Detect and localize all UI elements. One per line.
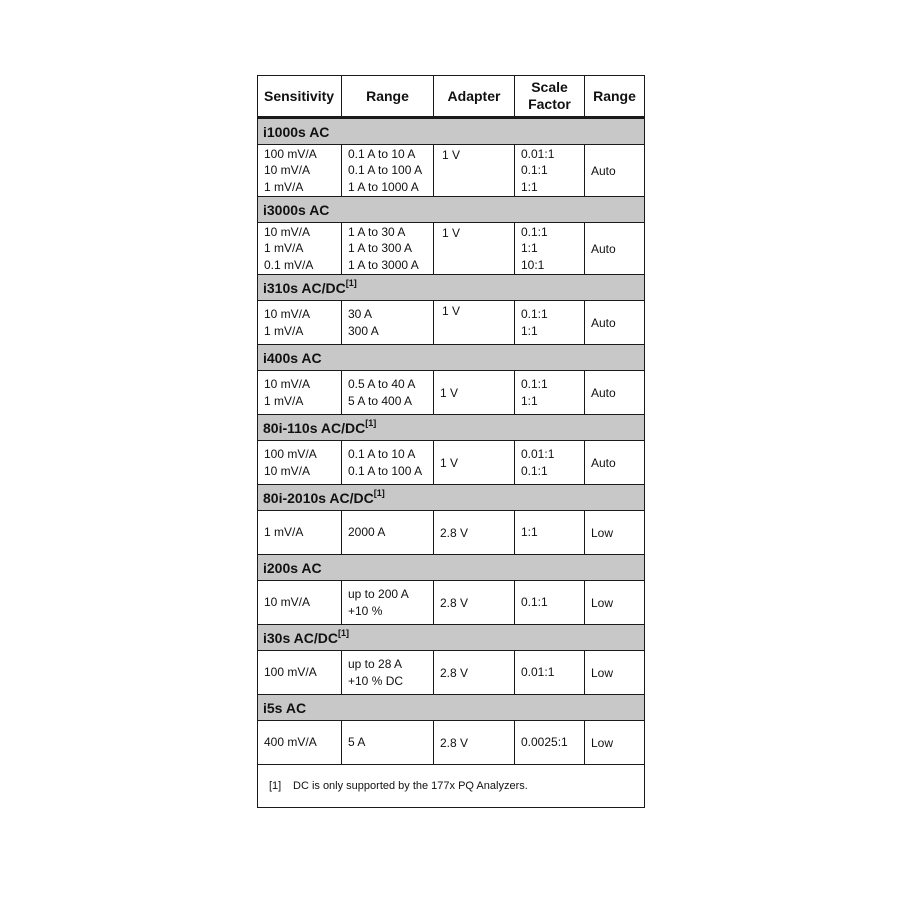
group-title-cell [258, 415, 645, 441]
group-header-row [258, 485, 645, 511]
group-title-cell [258, 275, 645, 301]
data-row [258, 511, 645, 555]
group-title-cell [258, 345, 645, 371]
scale-factor-value: 0.01:1 [521, 447, 555, 461]
footnote-text: DC is only supported by the 177x PQ Analyzers. [293, 780, 528, 792]
range-cell [342, 223, 434, 275]
adapter-cell [434, 441, 515, 485]
sensitivity-value: 1 mV/A [264, 393, 304, 408]
auto-range-value: Auto [591, 455, 616, 470]
range-value: 30 A [348, 307, 373, 321]
sensitivity-value: 400 mV/A [264, 735, 317, 750]
auto-range-cell [585, 511, 645, 555]
group-header-row [258, 275, 645, 301]
scale-factor-value: 1:1 [521, 525, 538, 540]
footnote-ref: [1] [345, 277, 357, 288]
group-header-row [258, 118, 645, 145]
sensitivity-value: 10 mV/A [264, 163, 311, 178]
group-title: 80i-110s AC/DC [263, 419, 366, 436]
sensitivity-value: 10 mV/A [264, 224, 311, 239]
sensitivity-value: 10 mV/A [264, 595, 311, 610]
group-title-cell [258, 555, 645, 581]
scale-factor-cell [515, 441, 585, 485]
scale-factor-value: 1:1 [521, 179, 538, 194]
sensitivity-value: 1 mV/A [264, 179, 304, 194]
data-row [258, 441, 645, 485]
scale-factor-cell [515, 145, 585, 197]
adapter-value: 1 V [442, 226, 461, 240]
adapter-cell [434, 721, 515, 765]
header-sensitivity: Sensitivity [258, 76, 342, 118]
sensitivity-cell [258, 371, 342, 415]
adapter-cell [434, 301, 515, 345]
footnote-marker: [1] [269, 780, 282, 792]
group-header-row [258, 625, 645, 651]
scale-factor-value: 1:1 [521, 241, 538, 256]
sensitivity-value: 100 mV/A [264, 447, 317, 461]
data-row [258, 301, 645, 345]
auto-range-cell [585, 301, 645, 345]
adapter-value: 1 V [442, 148, 461, 162]
header-range: Range [342, 76, 434, 118]
footnote-ref: [1] [337, 627, 349, 638]
range-value: 300 A [348, 323, 379, 338]
auto-range-cell [585, 371, 645, 415]
footnote-cell [258, 765, 645, 808]
adapter-value: 2.8 V [440, 595, 469, 610]
range-cell [342, 371, 434, 415]
sensitivity-value: 0.1 mV/A [264, 257, 314, 272]
auto-range-cell [585, 651, 645, 695]
group-title: i3000s AC [263, 201, 330, 218]
range-value: 1 A to 3000 A [348, 257, 419, 272]
auto-range-value: Auto [591, 241, 616, 256]
data-row [258, 145, 645, 197]
range-value: 2000 A [348, 525, 386, 540]
header-auto-range: Range [585, 76, 645, 118]
range-cell [342, 651, 434, 695]
group-title: i5s AC [263, 699, 307, 716]
adapter-value: 2.8 V [440, 735, 469, 750]
data-row [258, 651, 645, 695]
group-title: i200s AC [263, 559, 322, 576]
adapter-cell [434, 651, 515, 695]
range-value: +10 % DC [348, 673, 404, 688]
adapter-value: 1 V [440, 385, 459, 400]
range-cell [342, 441, 434, 485]
footnote-ref: [1] [373, 487, 385, 498]
sensitivity-value: 10 mV/A [264, 463, 311, 478]
group-title: i310s AC/DC [263, 279, 346, 296]
group-header-row [258, 415, 645, 441]
sensitivity-cell [258, 301, 342, 345]
group-header-row [258, 555, 645, 581]
adapter-value: 1 V [442, 304, 461, 318]
group-title-cell [258, 695, 645, 721]
sensitivity-value: 10 mV/A [264, 377, 311, 391]
auto-range-value: Auto [591, 163, 616, 178]
group-title-cell [258, 625, 645, 651]
auto-range-cell [585, 581, 645, 625]
sensitivity-value: 1 mV/A [264, 323, 304, 338]
range-value: 0.5 A to 40 A [348, 377, 416, 391]
adapter-cell [434, 223, 515, 275]
scale-factor-value: 0.0025:1 [521, 735, 568, 750]
scale-factor-cell [515, 511, 585, 555]
group-title: i1000s AC [263, 123, 330, 140]
range-cell [342, 145, 434, 197]
adapter-value: 2.8 V [440, 525, 469, 540]
adapter-cell [434, 371, 515, 415]
sensitivity-cell [258, 145, 342, 197]
scale-factor-value: 0.01:1 [521, 665, 555, 680]
footnote-row [258, 765, 645, 808]
auto-range-value: Low [591, 595, 614, 610]
adapter-value: 2.8 V [440, 665, 469, 680]
scale-factor-value: 1:1 [521, 323, 538, 338]
scale-factor-value: 1:1 [521, 393, 538, 408]
sensitivity-cell [258, 511, 342, 555]
sensitivity-cell [258, 651, 342, 695]
scale-factor-value: 0.01:1 [521, 146, 555, 161]
data-row [258, 581, 645, 625]
group-header-row [258, 197, 645, 223]
sensitivity-value: 10 mV/A [264, 307, 311, 321]
data-row [258, 371, 645, 415]
scale-factor-cell [515, 371, 585, 415]
sensitivity-value: 100 mV/A [264, 146, 317, 161]
sensitivity-cell [258, 223, 342, 275]
scale-factor-value: 0.1:1 [521, 224, 548, 239]
sensitivity-cell [258, 441, 342, 485]
header-scale-factor-text: Scale Factor [528, 79, 571, 112]
auto-range-cell [585, 145, 645, 197]
auto-range-value: Low [591, 735, 614, 750]
range-value: 5 A [348, 735, 366, 750]
auto-range-cell [585, 441, 645, 485]
scale-factor-cell [515, 721, 585, 765]
range-cell [342, 581, 434, 625]
scale-factor-value: 0.1:1 [521, 463, 548, 478]
sensitivity-cell [258, 721, 342, 765]
range-value: 0.1 A to 10 A [348, 146, 416, 161]
scale-factor-cell [515, 223, 585, 275]
sensitivity-value: 1 mV/A [264, 525, 304, 540]
sensitivity-value: 1 mV/A [264, 241, 304, 256]
scale-factor-value: 0.1:1 [521, 595, 548, 610]
auto-range-cell [585, 721, 645, 765]
group-title-cell [258, 485, 645, 511]
adapter-value: 1 V [440, 455, 459, 470]
footnote-ref: [1] [365, 417, 377, 428]
adapter-cell [434, 145, 515, 197]
range-value: +10 % [348, 603, 383, 618]
group-title-cell [258, 118, 645, 145]
group-title: i30s AC/DC [263, 629, 338, 646]
auto-range-value: Auto [591, 315, 616, 330]
range-value: 0.1 A to 100 A [348, 163, 423, 178]
auto-range-value: Auto [591, 385, 616, 400]
group-title: i400s AC [263, 349, 322, 366]
scale-factor-value: 0.1:1 [521, 307, 548, 321]
header-adapter: Adapter [434, 76, 515, 118]
header-row [258, 76, 645, 118]
auto-range-value: Low [591, 665, 614, 680]
range-value: 5 A to 400 A [348, 393, 413, 408]
range-value: up to 200 A [348, 587, 409, 601]
scale-factor-value: 0.1:1 [521, 377, 548, 391]
header-scale-factor [515, 76, 585, 118]
range-cell [342, 511, 434, 555]
range-value: up to 28 A [348, 657, 403, 671]
group-title-cell [258, 197, 645, 223]
data-row [258, 223, 645, 275]
sensitivity-value: 100 mV/A [264, 665, 317, 680]
group-header-row [258, 345, 645, 371]
scale-factor-cell [515, 651, 585, 695]
probe-spec-table [257, 75, 645, 808]
auto-range-cell [585, 223, 645, 275]
range-cell [342, 721, 434, 765]
range-value: 0.1 A to 10 A [348, 447, 416, 461]
range-value: 1 A to 1000 A [348, 179, 419, 194]
range-value: 1 A to 300 A [348, 241, 413, 256]
group-title: 80i-2010s AC/DC [263, 489, 374, 506]
scale-factor-value: 0.1:1 [521, 163, 548, 178]
range-value: 0.1 A to 100 A [348, 463, 423, 478]
range-value: 1 A to 30 A [348, 224, 406, 239]
adapter-cell [434, 511, 515, 555]
sensitivity-cell [258, 581, 342, 625]
scale-factor-cell [515, 301, 585, 345]
auto-range-value: Low [591, 525, 614, 540]
group-header-row [258, 695, 645, 721]
scale-factor-cell [515, 581, 585, 625]
data-row [258, 721, 645, 765]
adapter-cell [434, 581, 515, 625]
scale-factor-value: 10:1 [521, 257, 545, 272]
range-cell [342, 301, 434, 345]
